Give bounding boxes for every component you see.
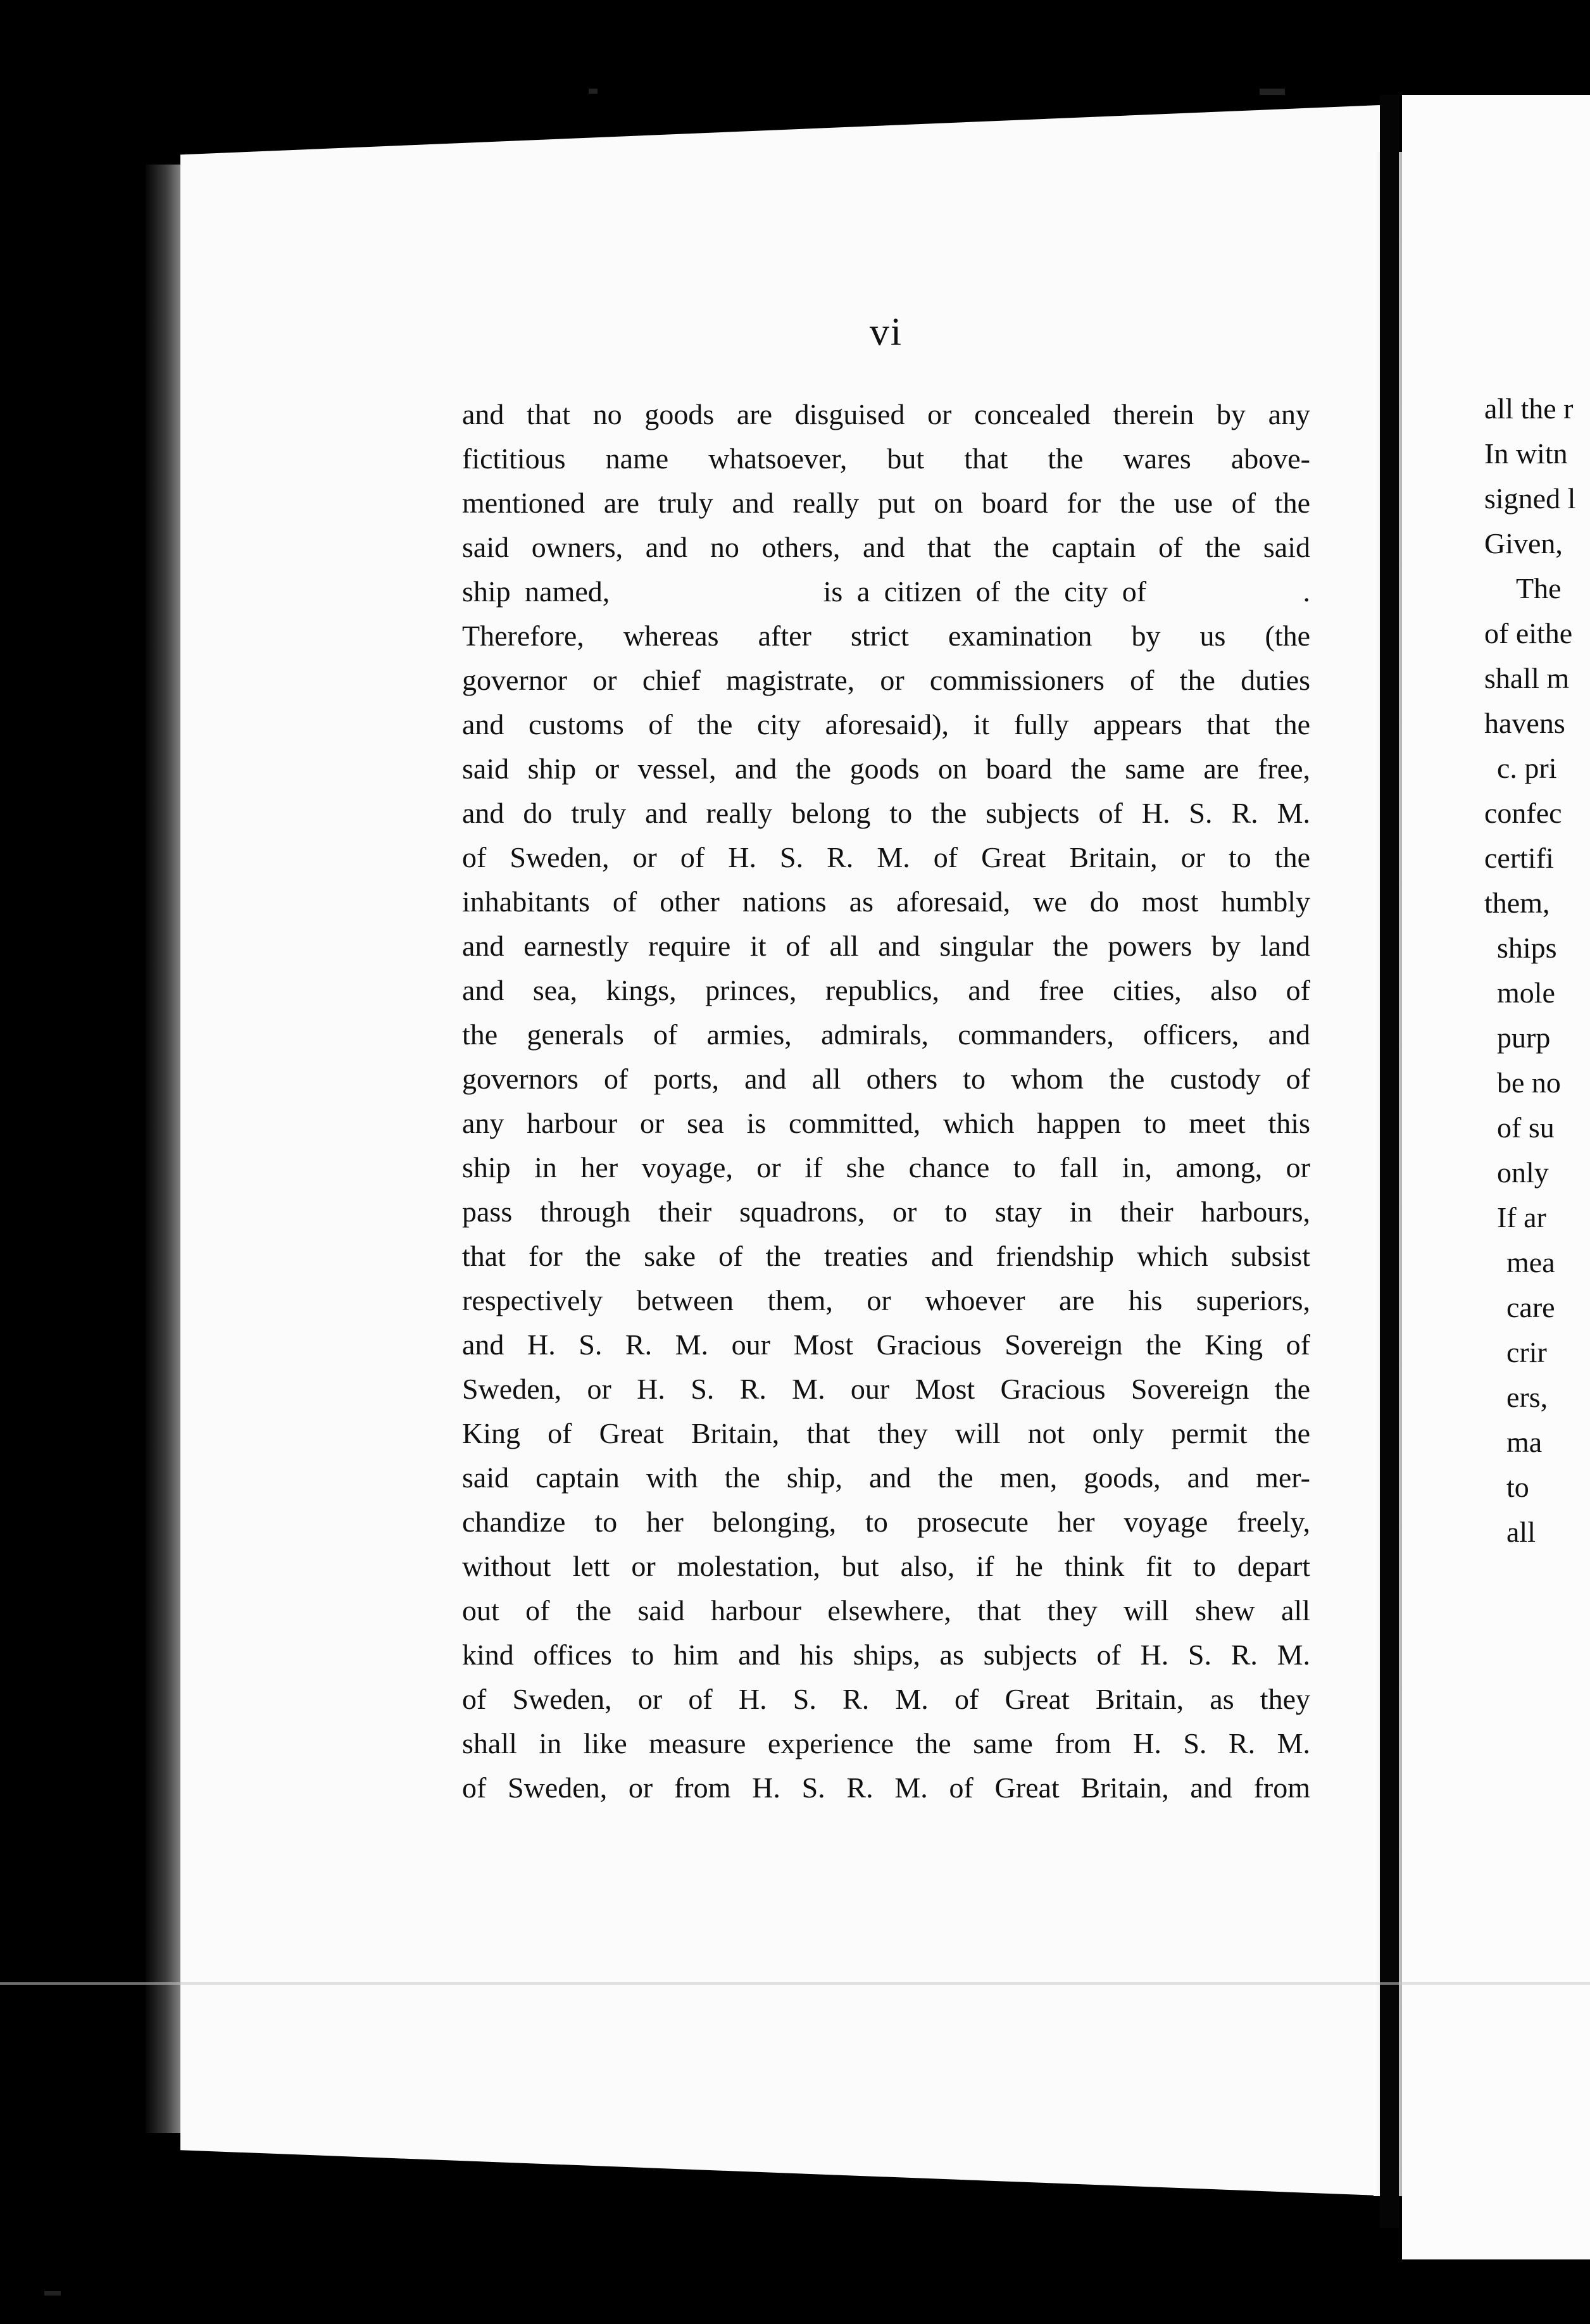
text-line: certifi: [1484, 842, 1554, 874]
text-line: and do truly and really belong to the subjects of H. S. R. M.: [462, 797, 1310, 829]
text-line: of Sweden, or of H. S. R. M. of Great Britain, as they: [462, 1683, 1310, 1715]
text-line: Sweden, or H. S. R. M. our Most Gracious Sovereign the: [462, 1373, 1310, 1405]
text-line: In witn: [1484, 437, 1568, 470]
text-line: mole: [1497, 977, 1555, 1009]
text-line: said ship or vessel, and the goods on board the same are free,: [462, 753, 1310, 785]
text-line: ships: [1497, 932, 1557, 964]
text-line: governor or chief magistrate, or commissioners of the duties: [462, 664, 1310, 696]
text-line: havens: [1484, 707, 1565, 739]
text-line: care: [1506, 1291, 1555, 1323]
text-line: all: [1506, 1516, 1536, 1548]
left-page-body: [462, 392, 1310, 1810]
text-line: The: [1516, 572, 1562, 604]
text-line: chandize to her belonging, to prosecute her voyage freely,: [462, 1506, 1310, 1538]
text-line: said captain with the ship, and the men, goods, and mer-: [462, 1461, 1310, 1494]
text-line: them,: [1484, 887, 1550, 919]
text-line: of Sweden, or of H. S. R. M. of Great Britain, or to the: [462, 841, 1310, 873]
text-line: c. pri: [1497, 752, 1557, 784]
text-line: confec: [1484, 797, 1562, 829]
text-line: inhabitants of other nations as aforesaid, we do most humbly: [462, 885, 1310, 918]
text-line: Therefore, whereas after strict examination by us (the: [462, 620, 1310, 652]
text-line: shall in like measure experience the same from H. S. R. M.: [462, 1727, 1310, 1759]
text-line: crir: [1506, 1336, 1547, 1368]
text-line: of eithe: [1484, 617, 1573, 649]
text-line: ers,: [1506, 1381, 1548, 1413]
text-line: King of Great Britain, that they will not only permit the: [462, 1417, 1310, 1449]
text-line: purp: [1497, 1021, 1551, 1054]
ink-speck: [44, 2291, 61, 2296]
text-line: and earnestly require it of all and singular the powers by land: [462, 930, 1310, 962]
text-line: pass through their squadrons, or to stay in their harbours,: [462, 1196, 1310, 1228]
text-line: the generals of armies, admirals, commanders, officers, and: [462, 1018, 1310, 1051]
text-line: Given,: [1484, 527, 1563, 559]
text-line: be no: [1497, 1066, 1561, 1099]
text-line: without lett or molestation, but also, if he think fit to depart: [462, 1550, 1310, 1582]
right-page-body: [1484, 386, 1590, 1554]
text-line: mentioned are truly and really put on board for the use of the: [462, 487, 1310, 519]
text-line: and that no goods are disguised or concealed therein by any: [462, 398, 1310, 430]
text-line: and customs of the city aforesaid), it fully appears that the: [462, 708, 1310, 740]
text-line: mea: [1506, 1246, 1555, 1278]
text-line: kind offices to him and his ships, as subjects of H. S. R. M.: [462, 1639, 1310, 1671]
text-line: shall m: [1484, 662, 1570, 694]
text-line: of su: [1497, 1111, 1555, 1144]
ink-speck: [589, 89, 598, 94]
book-gutter: [1380, 95, 1399, 2228]
text-line: that for the sake of the treaties and friendship which subsist: [462, 1240, 1310, 1272]
scan-artifact-line: [0, 1982, 1590, 1985]
text-line: and sea, kings, princes, republics, and free cities, also of: [462, 974, 1310, 1006]
text-line: ship in her voyage, or if she chance to fall in, among, or: [462, 1151, 1310, 1184]
text-line: governors of ports, and all others to whom the custody of: [462, 1063, 1310, 1095]
text-line: of Sweden, or from H. S. R. M. of Great Britain, and from: [462, 1771, 1310, 1804]
page-number: vi: [869, 311, 903, 354]
text-line: said owners, and no others, and that the captain of the said: [462, 531, 1310, 563]
text-line: to: [1506, 1471, 1529, 1503]
text-line: out of the said harbour elsewhere, that they will shew all: [462, 1594, 1310, 1627]
text-line: only: [1497, 1156, 1549, 1189]
text-line: fictitious name whatsoever, but that the wares above-: [462, 442, 1310, 475]
text-line: signed l: [1484, 482, 1576, 515]
text-line: and H. S. R. M. our Most Gracious Sovereign the King of: [462, 1328, 1310, 1361]
ink-speck: [1260, 89, 1285, 95]
text-line: all the r: [1484, 392, 1574, 425]
text-line: ship named, is a citizen of the city of .: [462, 575, 1310, 608]
text-line: ma: [1506, 1426, 1543, 1458]
text-line: If ar: [1497, 1201, 1546, 1234]
text-line: respectively between them, or whoever are his superiors,: [462, 1284, 1310, 1316]
text-line: any harbour or sea is committed, which happen to meet this: [462, 1107, 1310, 1139]
